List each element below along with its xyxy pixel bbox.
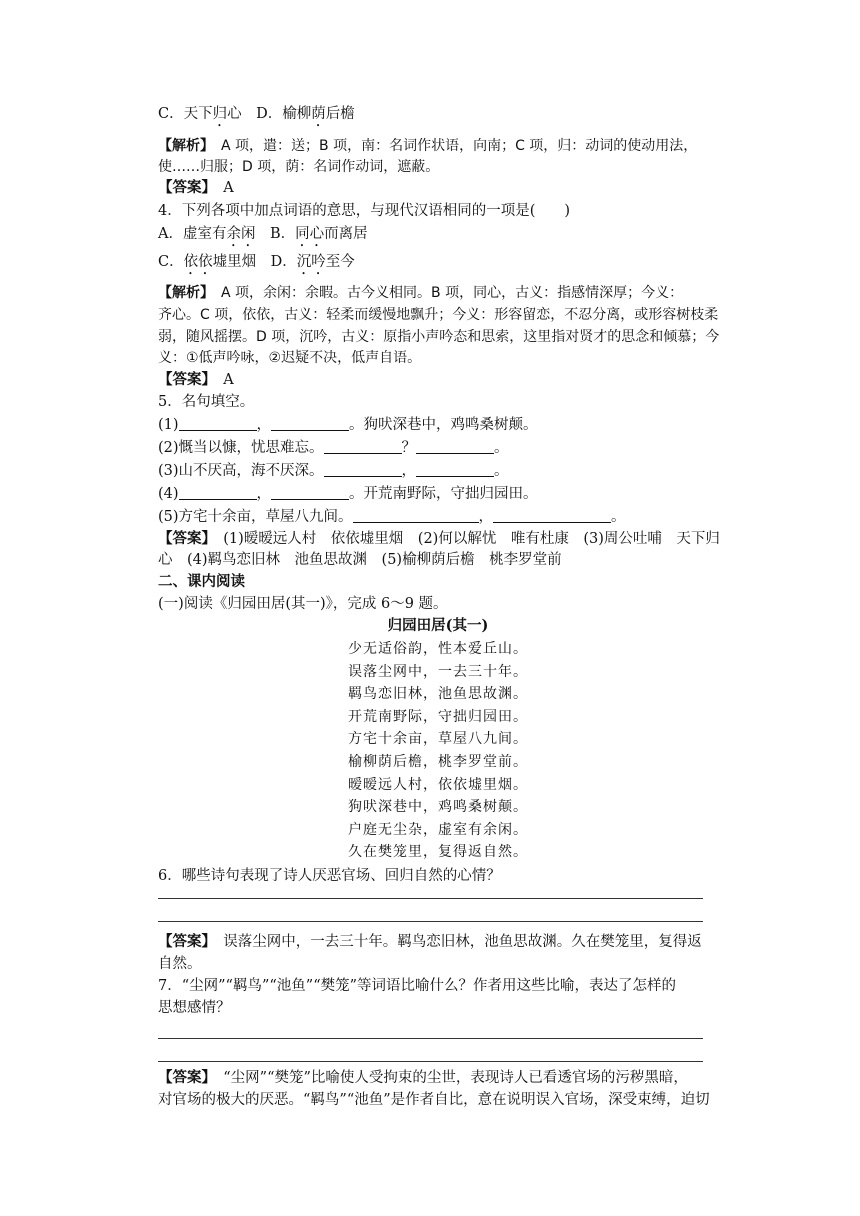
poem-line: 暧暧远人村，依依墟里烟。 (348, 776, 528, 793)
blank-tail: 。 (494, 440, 509, 456)
option-c-text: 墟里烟 D． (212, 254, 297, 270)
analysis-text: 弱，随风摇摆。D 项，沉吟，古义：原指小声吟态和思索，这里指对贤才的思念和倾慕；今 (158, 329, 720, 345)
blank-num: (2)慨当以慷，忧思难忘。 (158, 440, 324, 456)
poem-line: 羁鸟恋旧林，池鱼思故渊。 (348, 686, 528, 703)
blank-tail: 。 (494, 463, 509, 479)
answer-label: 【答案】 (158, 530, 209, 547)
fill-blank-3 (158, 461, 509, 481)
option-d-text: 至今 (325, 254, 355, 270)
analysis-4-line-2 (158, 305, 718, 325)
analysis-3-line-1 (158, 136, 697, 156)
section-heading (158, 572, 245, 592)
blank-line (324, 439, 402, 454)
blank-sep: ， (256, 417, 272, 433)
fill-blank-4 (158, 484, 538, 504)
analysis-text: A 项，余闲：余暇。古今义相同。B 项，同心，古义：指感情深厚；今义： (207, 285, 684, 301)
dotted-word: 沉吟 (296, 254, 326, 270)
answer-6-line-2 (158, 954, 202, 974)
answer-6-line-1 (158, 932, 702, 952)
blank-line (179, 485, 257, 500)
poem-line: 方宅十余亩，草屋八九间。 (348, 731, 528, 748)
poem-line: 误落尘网中，一去三十年。 (348, 663, 528, 680)
question-text: 7．“尘网”“羁鸟”“池鱼”“樊笼”等词语比喻什么？作者用这些比喻，表达了怎样的 (158, 978, 677, 994)
option-a-text: A．虚室有 (158, 226, 227, 242)
answer-label: 【答案】 (158, 179, 209, 196)
blank-line (271, 485, 349, 500)
fill-blank-2 (158, 438, 509, 458)
question-4-options-ab (158, 224, 368, 250)
analysis-3-line-2 (158, 157, 439, 177)
poem-title: 归园田居(其一) (387, 617, 489, 634)
answer-rule (158, 921, 703, 922)
blank-tail: 。 (611, 509, 626, 525)
analysis-text: A 项，遣：送；B 项，南：名词作状语，向南；C 项，归：动词的使动用法， (207, 138, 698, 154)
blank-line (353, 508, 479, 523)
analysis-label: 【解析】 (158, 285, 207, 301)
answer-5-line-2 (158, 550, 562, 570)
blank-sep: ， (401, 463, 417, 479)
question-4-options-cd (158, 252, 355, 278)
dotted-word: 余闲 (226, 226, 256, 242)
blank-num: (3)山不厌高，海不厌深。 (158, 463, 324, 479)
question-4 (158, 201, 570, 221)
section-title: 二、课内阅读 (158, 573, 245, 590)
answer-7-line-1 (158, 1068, 688, 1088)
answer-label: 【答案】 (158, 1069, 209, 1086)
poem-line: 狗吠深巷中，鸡鸣桑树颠。 (348, 799, 528, 816)
instruction-text: (一)阅读《归园田居(其一)》，完成 6～9 题。 (158, 596, 448, 612)
answer-rule (158, 1038, 703, 1039)
blank-num: (1) (158, 417, 179, 433)
question-7-line-2 (158, 998, 231, 1018)
question-6 (158, 866, 501, 886)
answer-3 (158, 178, 234, 198)
blank-line (416, 462, 494, 477)
question-7-line-1 (158, 976, 676, 996)
option-line-cd (158, 104, 355, 130)
analysis-text: 齐心。C 项，依依，古义：轻柔而缓慢地飘升；今义：形容留恋，不忍分离，或形容树枝柔 (158, 307, 719, 323)
blank-line (493, 508, 611, 523)
blank-num: (4) (158, 486, 179, 502)
option-c-text: C．天下 (158, 106, 213, 122)
blank-tail: 。开荒南野际，守拙归园田。 (349, 486, 538, 502)
answer-5-line-1 (158, 529, 720, 549)
blank-num: (5)方宅十余亩，草屋八九间。 (158, 509, 353, 525)
fill-blank-1 (158, 415, 538, 435)
blank-line (324, 462, 402, 477)
option-b-label: B． (255, 226, 296, 242)
question-text: 思想感情？ (158, 1000, 231, 1016)
poem-line: 久在樊笼里，复得返自然。 (348, 844, 528, 861)
dotted-word: 荫 (311, 106, 326, 122)
poem-line: 少无适俗韵，性本爱丘山。 (348, 641, 528, 657)
blank-line (271, 416, 349, 431)
analysis-label: 【解析】 (158, 138, 207, 154)
answer-7-line-2 (158, 1090, 710, 1110)
blank-sep: ， (478, 509, 494, 525)
answer-text: A (208, 180, 234, 196)
answer-rule (158, 898, 703, 899)
dotted-word: 归 (212, 106, 228, 122)
reading-instruction (158, 594, 448, 614)
analysis-4-line-4 (158, 348, 421, 368)
poem-line: 开荒南野际，守拙归园田。 (348, 708, 528, 725)
answer-label: 【答案】 (158, 933, 209, 950)
answer-4 (158, 370, 234, 390)
question-text: 5．名句填空。 (158, 394, 255, 410)
blank-tail: 。狗吠深巷中，鸡鸣桑树颠。 (349, 417, 538, 433)
blank-sep: ， (256, 486, 272, 502)
dotted-word: 依依 (183, 254, 213, 270)
question-text: 4．下列各项中加点词语的意思，与现代汉语相同的一项是( ) (158, 203, 571, 219)
poem-line: 户庭无尘杂，虚室有余闲。 (348, 821, 528, 838)
answer-text: 误落尘网中，一去三十年。羁鸟恋旧林，池鱼思故渊。久在樊笼里，复得返 (208, 934, 702, 950)
fill-blank-5 (158, 507, 626, 527)
analysis-4-line-3 (158, 327, 719, 347)
answer-text: 对官场的极大的厌恶。“羁鸟”“池鱼”是作者自比，意在说明误入官场，深受束缚，迫切 (158, 1092, 710, 1108)
option-d-tail: 后檐 (325, 106, 355, 122)
analysis-4-line-1 (158, 283, 683, 303)
blank-line (416, 439, 494, 454)
blank-line (179, 416, 257, 431)
option-d-text: 心 D．榆柳 (227, 106, 312, 122)
analysis-text: 义：①低声吟咏，②迟疑不决，低声自语。 (158, 350, 422, 366)
answer-text: 心 (4)羁鸟恋旧林 池鱼思故渊 (5)榆柳荫后檐 桃李罗堂前 (158, 552, 562, 568)
dotted-word: 同心 (295, 226, 325, 242)
answer-text: 自然。 (158, 956, 202, 972)
question-text: 6．哪些诗句表现了诗人厌恶官场、回归自然的心情？ (158, 868, 501, 884)
option-c-label: C． (158, 254, 184, 270)
answer-text: “尘网”“樊笼”比喻使人受拘束的尘世，表现诗人已看透官场的污秽黑暗， (208, 1070, 688, 1086)
answer-label: 【答案】 (158, 371, 209, 388)
answer-rule (158, 1061, 703, 1062)
analysis-text: 使……归服；D 项，荫：名词作动词，遮蔽。 (158, 159, 440, 175)
answer-text: (1)暧暧远人村 依依墟里烟 (2)何以解忧 唯有杜康 (3)周公吐哺 天下归 (208, 531, 720, 547)
blank-sep: ？ (401, 440, 417, 456)
poem-line: 榆柳荫后檐，桃李罗堂前。 (348, 754, 528, 770)
option-b-text: 而离居 (324, 226, 368, 242)
answer-text: A (208, 372, 234, 388)
question-5 (158, 392, 254, 412)
